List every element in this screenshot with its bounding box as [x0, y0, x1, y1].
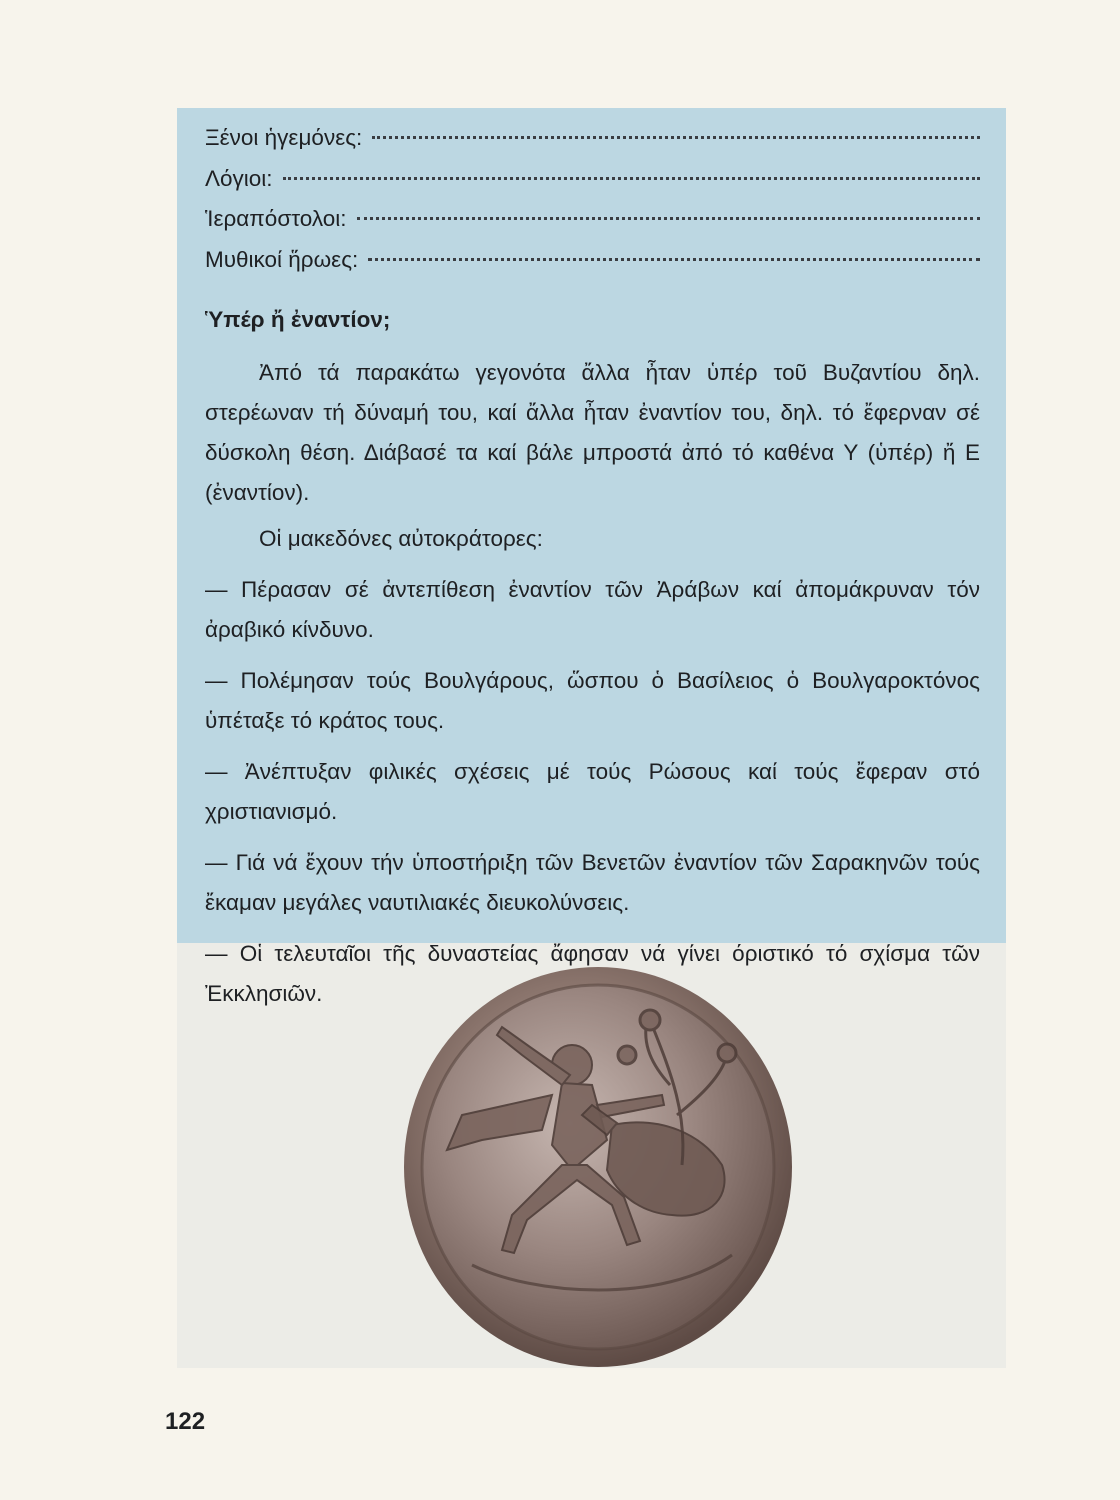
list-item: — Πέρασαν σέ ἀντεπίθεση ἐναντίον τῶν Ἀράβων καί ἀπομάκρυναν τόν ἀραβικό κίνδυνο. — [205, 577, 980, 642]
fill-in-label: Ξένοι ἡγεμόνες: — [205, 125, 363, 150]
fill-in-label: Λόγιοι: — [205, 165, 273, 191]
dotted-answer-line[interactable] — [283, 177, 980, 180]
page-number: 122 — [165, 1408, 206, 1435]
silver-medallion-image — [402, 965, 795, 1370]
list-item: — Πολέμησαν τούς Βουλγάρους, ὥσπου ὁ Βασίλειος ὁ Βουλγαροκτόνος ὑπέταξε τό κράτος τους. — [205, 668, 980, 733]
fill-in-label: Μυθικοί ἥρωες: — [205, 246, 359, 272]
list-item: — Γιά νά ἔχουν τήν ὑποστήριξη τῶν Βενετῶν ἐναντίον τῶν Σαρακηνῶν τούς ἔκαμαν μεγάλες ναυτιλιακές διευκολύνσεις. — [205, 850, 980, 915]
fill-in-row — [205, 240, 980, 281]
page-content — [205, 118, 980, 1014]
list-item: — Ἀνέπτυξαν φιλικές σχέσεις μέ τούς Ρώσους καί τούς ἔφεραν στό χριστιανισμό. — [205, 759, 980, 824]
list-item: — Οἱ τελευταῖοι τῆς δυναστείας ἄφησαν νά γίνει όριστικό τό σχίσμα τῶν Ἐκκλησιῶν. — [205, 941, 980, 1006]
dotted-answer-line[interactable] — [368, 258, 980, 261]
fill-in-row — [205, 118, 980, 159]
intro-line: Οἱ μακεδόνες αὐτοκράτορες: — [259, 526, 543, 551]
fill-in-row — [205, 159, 980, 200]
dotted-answer-line[interactable] — [372, 136, 980, 139]
fill-in-row — [205, 199, 980, 240]
fill-in-label: Ἱεραπόστολοι: — [205, 206, 347, 231]
section-heading: Ὑπέρ ἤ ἐναντίον; — [205, 307, 391, 332]
instructions-paragraph: Ἀπό τά παρακάτω γεγονότα ἄλλα ἦταν ὑπέρ τοῦ Βυζαντίου δηλ. στερέωναν τή δύναμή του, καί ἄλλα ἦταν ἐναντίον του, δηλ. τό ἔφερναν σέ δύσκολη θέση. Διάβασέ τα καί βάλε μπροστά ἀπό τό καθένα Υ (ὑπέρ) ἤ Ε (ἐναντίον). — [205, 360, 980, 505]
dotted-answer-line[interactable] — [357, 217, 980, 220]
